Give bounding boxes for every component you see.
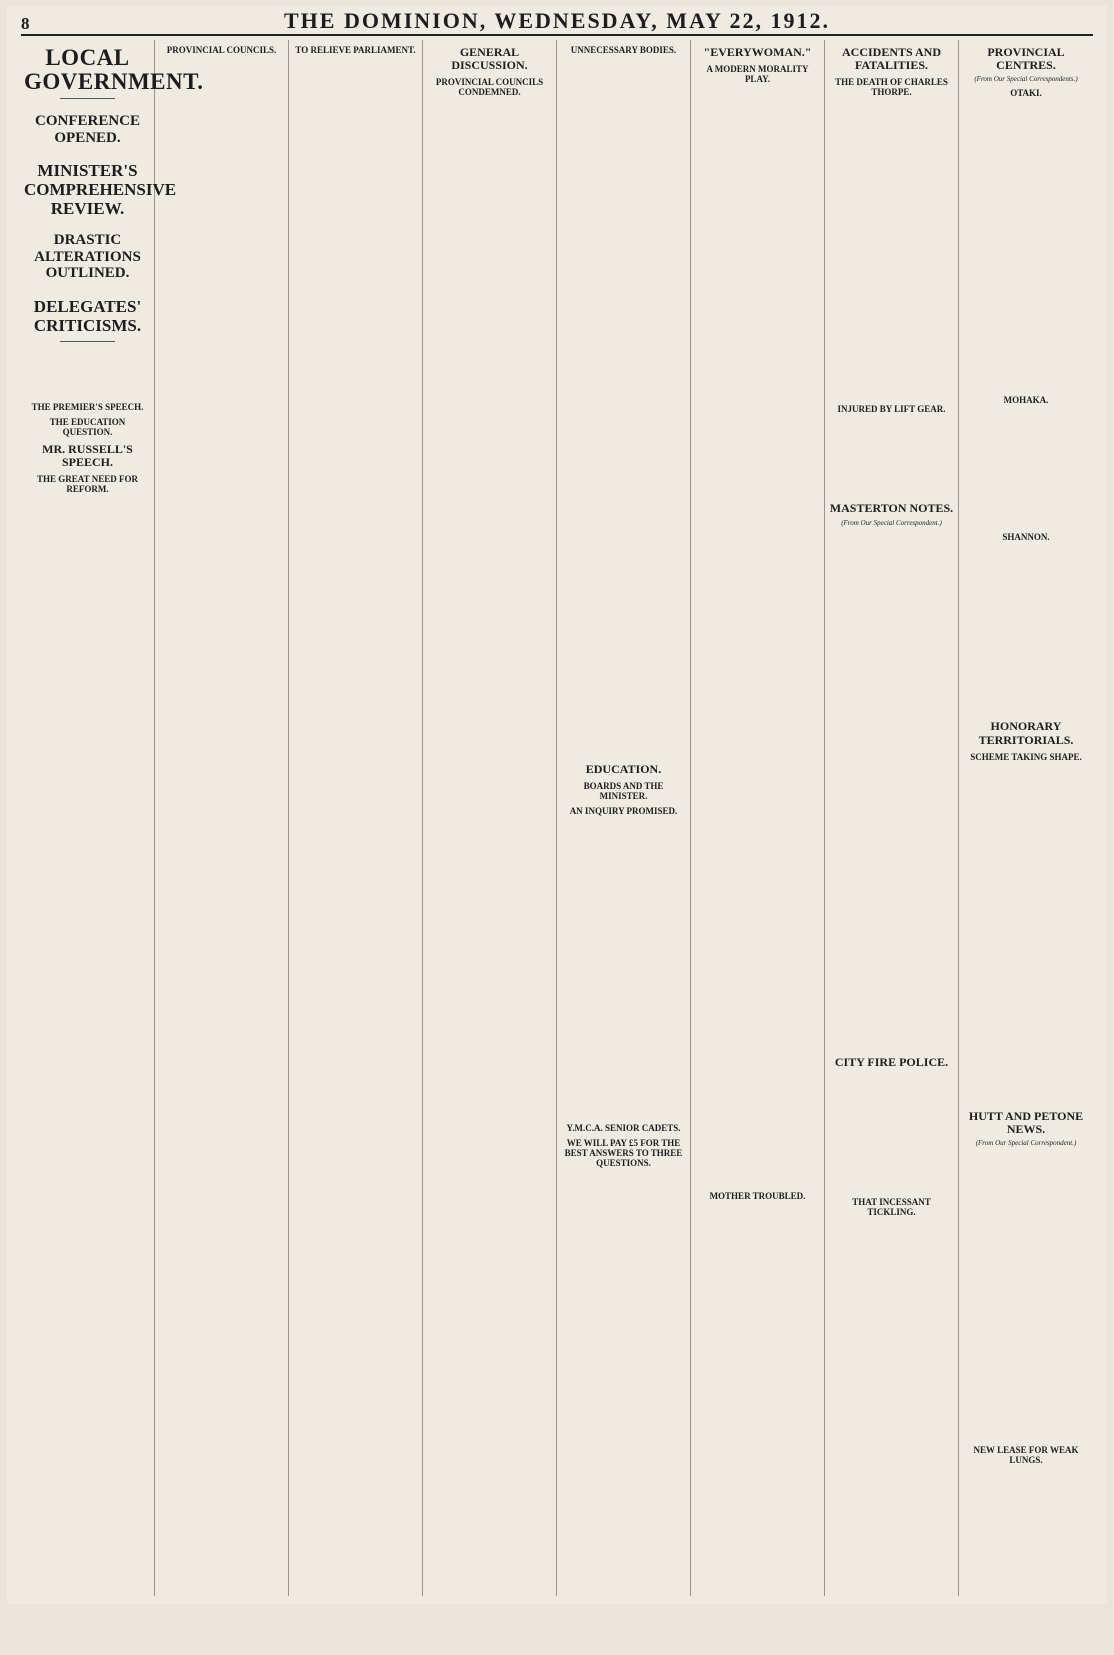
subhead-russells-speech: MR. RUSSELL'S SPEECH. xyxy=(42,441,133,470)
deck-ministers-review: MINISTER'S COMPREHENSIVE REVIEW. xyxy=(24,161,177,218)
heading-accidents: ACCIDENTS AND FATALITIES. xyxy=(841,45,942,73)
heading-incessant-tickling: THAT INCESSANT TICKLING. xyxy=(852,1196,931,1217)
subhead-otaki: OTAKI. xyxy=(1010,88,1042,99)
newspaper-page xyxy=(7,6,1107,1604)
column-2 xyxy=(155,40,289,1596)
column-5 xyxy=(557,40,691,1596)
column-1 xyxy=(21,40,204,1596)
column-6 xyxy=(691,40,825,1596)
heading-masterton-notes: MASTERTON NOTES. xyxy=(829,501,954,516)
subhead-shannon: SHANNON. xyxy=(1002,532,1050,543)
heading-education: EDUCATION. xyxy=(585,762,662,776)
subhead-death-charles-thorpe: THE DEATH OF CHARLES THORPE. xyxy=(835,77,948,98)
heading-city-fire-police: CITY FIRE POLICE. xyxy=(834,1054,949,1069)
subhead-education-question: THE EDUCATION QUESTION. xyxy=(49,416,126,437)
article-body xyxy=(24,346,151,397)
subhead-morality-play: A MODERN MORALITY PLAY. xyxy=(706,64,809,85)
subhead-need-for-reform: THE GREAT NEED FOR REFORM. xyxy=(37,474,138,495)
column-8 xyxy=(959,40,1093,1596)
subhead-scheme-shape: SCHEME TAKING SHAPE. xyxy=(970,751,1082,762)
heading-territorials: HONORARY TERRITORIALS. xyxy=(978,719,1074,747)
deck-delegates-criticisms: DELEGATES' CRITICISMS. xyxy=(33,296,142,335)
heading-ymca-cadets: Y.M.C.A. SENIOR CADETS. xyxy=(566,1123,681,1134)
subhead-premiers-speech: THE PREMIER'S SPEECH. xyxy=(31,401,144,412)
heading-hutt-petone: HUTT AND PETONE NEWS. xyxy=(968,1108,1084,1136)
subhead-boards-minister: BOARDS AND THE MINISTER. xyxy=(583,781,664,802)
deck-drastic-alterations: DRASTIC ALTERATIONS OUTLINED. xyxy=(34,232,141,282)
column-4 xyxy=(423,40,557,1596)
column-3 xyxy=(289,40,423,1596)
masthead-title: THE DOMINION, WEDNESDAY, MAY 22, 1912. xyxy=(283,8,831,33)
heading-weak-lungs: NEW LEASE FOR WEAK LUNGS. xyxy=(973,1445,1079,1466)
heading-mother-troubled: MOTHER TROUBLED. xyxy=(709,1191,806,1202)
byline-provincial: (From Our Special Correspondents.) xyxy=(974,75,1078,84)
byline-hutt: (From Our Special Correspondent.) xyxy=(975,1139,1077,1148)
subhead-unnecessary-bodies: UNNECESSARY BODIES. xyxy=(570,45,677,55)
subhead-relieve-parliament: TO RELIEVE PARLIAMENT. xyxy=(295,45,416,55)
masthead xyxy=(21,8,1093,36)
subhead-councils-condemned: PROVINCIAL COUNCILS CONDEMNED. xyxy=(435,77,544,98)
heading-provincial-centres: PROVINCIAL CENTRES. xyxy=(987,45,1065,73)
article-columns xyxy=(21,40,1093,1596)
subhead-provincial-councils: PROVINCIAL COUNCILS. xyxy=(166,45,277,55)
subhead-inquiry-promised: AN INQUIRY PROMISED. xyxy=(569,806,678,817)
headline-local-government: LOCAL GOVERNMENT. xyxy=(24,45,204,95)
heading-everywoman: "EVERYWOMAN." xyxy=(703,45,812,59)
heading-prize-contest: WE WILL PAY £5 FOR THE BEST ANSWERS TO THREE QUESTIONS. xyxy=(564,1138,683,1169)
subhead-injured-lift: INJURED BY LIFT GEAR. xyxy=(837,404,946,415)
subhead-general-discussion: GENERAL DISCUSSION. xyxy=(451,45,528,73)
deck-conference-opened: CONFERENCE OPENED. xyxy=(34,113,140,146)
page-number: 8 xyxy=(21,14,30,33)
subhead-mohaka: MOHAKA. xyxy=(1003,395,1049,406)
column-7 xyxy=(825,40,959,1596)
byline-masterton: (From Our Special Correspondent.) xyxy=(841,518,942,527)
